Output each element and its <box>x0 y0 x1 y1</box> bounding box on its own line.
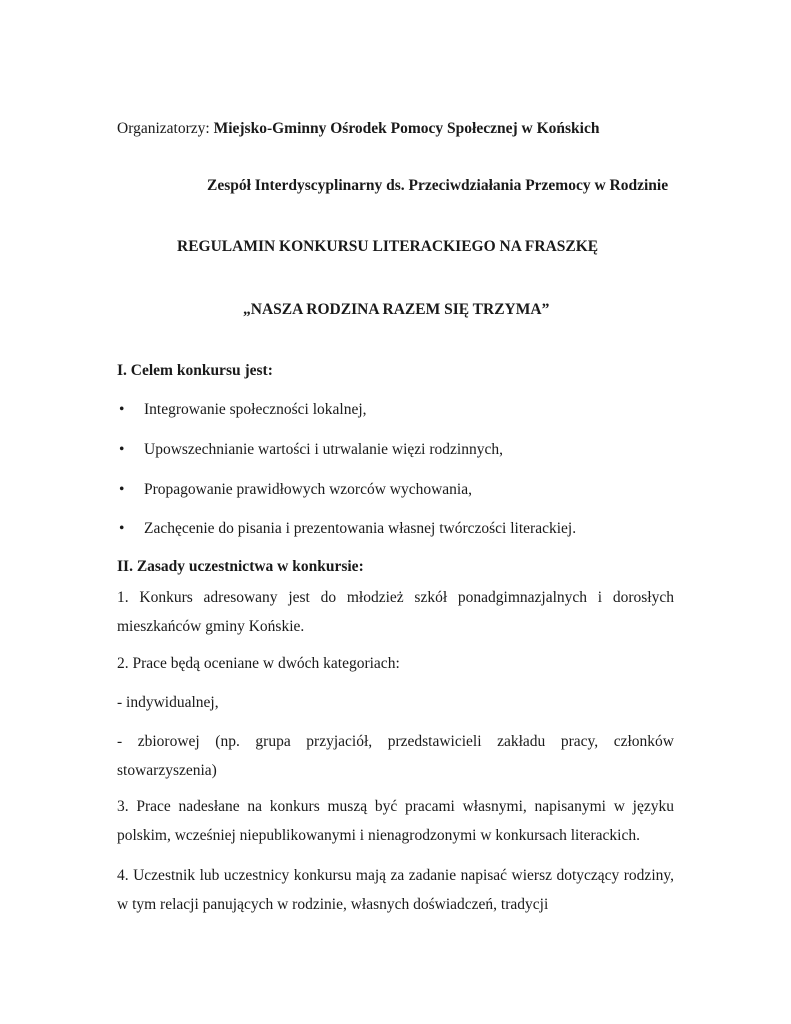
list-item: Integrowanie społeczności lokalnej, <box>144 401 367 418</box>
section-2-heading: II. Zasady uczestnictwa w konkursie: <box>117 558 364 575</box>
document-subtitle: „NASZA RODZINA RAZEM SIĘ TRZYMA” <box>243 301 550 318</box>
bullet-icon: • <box>119 481 125 498</box>
list-item: Zachęcenie do pisania i prezentowania własnej twórczości literackiej. <box>144 520 577 537</box>
list-item: Upowszechnianie wartości i utrwalanie więzi rodzinnych, <box>144 441 503 458</box>
category-individual: - indywidualnej, <box>117 694 219 711</box>
section-2-point-1: 1. Konkurs adresowany jest do młodzież szkół ponadgimnazjalnych i dorosłych mieszkańców gminy Końskie. <box>117 589 674 635</box>
organizers-label: Organizatorzy: <box>117 120 210 137</box>
document-title: REGULAMIN KONKURSU LITERACKIEGO NA FRASZKĘ <box>177 238 599 255</box>
category-group: - zbiorowej (np. grupa przyjaciół, przedstawicieli zakładu pracy, członków stowarzyszenia) <box>117 733 674 779</box>
section-1-heading: I. Celem konkursu jest: <box>117 362 273 379</box>
section-2-point-2: 2. Prace będą oceniane w dwóch kategoriach: <box>117 655 400 672</box>
organizer-2: Zespół Interdyscyplinarny ds. Przeciwdziałania Przemocy w Rodzinie <box>207 177 669 194</box>
bullet-icon: • <box>119 520 125 537</box>
list-item: Propagowanie prawidłowych wzorców wychowania, <box>144 481 472 498</box>
section-2-point-3: 3. Prace nadesłane na konkurs muszą być pracami własnymi, napisanymi w języku polskim, wcześniej niepublikowanymi i nienagrodzonymi w konkursach literackich. <box>117 798 674 844</box>
bullet-icon: • <box>119 401 125 418</box>
organizer-1: Miejsko-Gminny Ośrodek Pomocy Społecznej w Końskich <box>213 120 600 137</box>
bullet-icon: • <box>119 441 125 458</box>
section-2-point-4: 4. Uczestnik lub uczestnicy konkursu mają za zadanie napisać wiersz dotyczący rodziny, w tym relacji panujących w rodzinie, własnych doświadczeń, tradycji <box>117 867 674 913</box>
organizers-line <box>117 119 600 139</box>
